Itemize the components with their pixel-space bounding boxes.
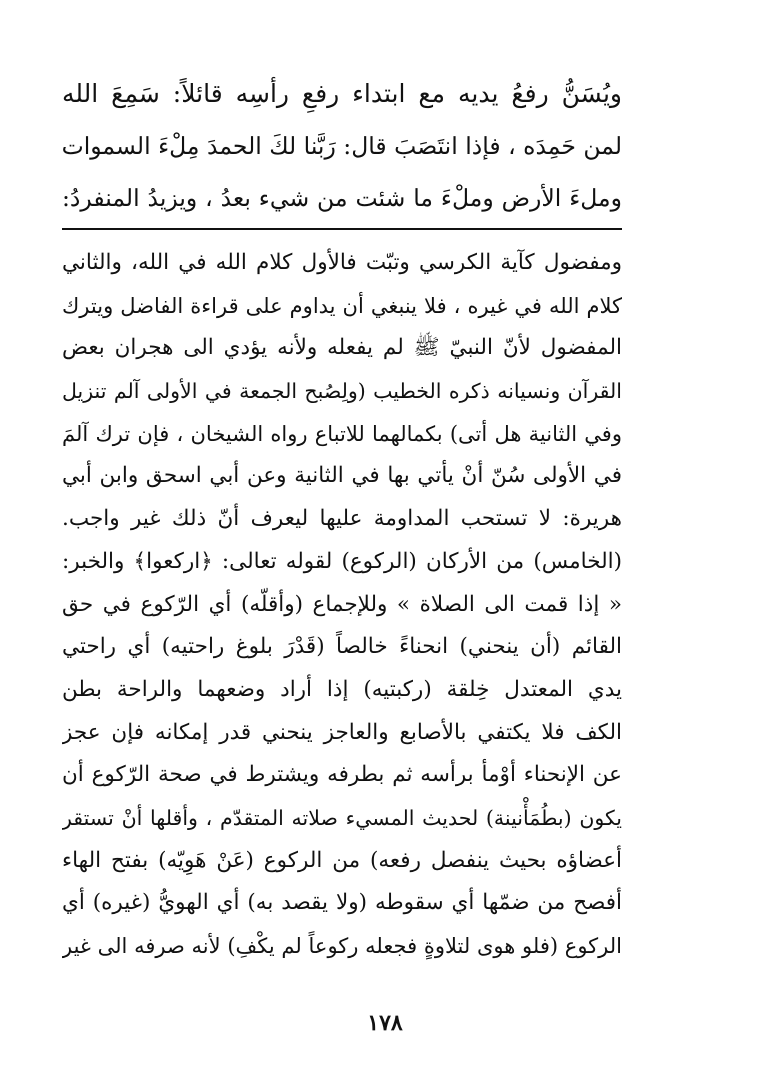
- separator-rule: [62, 228, 622, 230]
- commentary-line: وفي الثانية هل أتى) بكمالهما للاتباع رواه الشيخان ، فإن ترك آلمَ: [62, 421, 622, 446]
- main-text-line: وملءَ الأرض وملْءَ ما شئت من شيء بعدُ ، ويزيدُ المنفردُ:: [62, 184, 622, 212]
- commentary-line: هريرة: لا تستحب المداومة عليها ليعرف أنّ ذلك غير واجب.: [62, 506, 622, 532]
- commentary-line: (الخامس) من الأركان (الركوع) لقوله تعالى: ﴿اركعوا﴾ والخبر:: [62, 548, 622, 574]
- commentary-line: أفصح من ضمّها أي سقوطه (ولا يقصد به) أي الهويُّ (غيره) أي: [62, 890, 622, 916]
- commentary-line: « إذا قمت الى الصلاة » وللإجماع (وأقلّه) أي الرّكوع في حق: [62, 591, 622, 617]
- commentary-line: كلام الله في غيره ، فلا ينبغي أن يداوم على قراءة الفاضل ويترك: [62, 293, 622, 318]
- main-text-line: ويُسَنُّ رفعُ يديه مع ابتداء رفعِ رأسِه قائلاً: سَمِعَ الله: [62, 79, 622, 108]
- commentary-line: أعضاؤه بحيث ينفصل رفعه) من الركوع (عَنْ هَوِيّه) بفتح الهاء: [62, 847, 622, 873]
- main-text-line: لمن حَمِدَه ، فإذا انتَصَبَ قال: رَبَّنا لكَ الحمدَ مِلْءَ السموات: [62, 132, 622, 160]
- commentary-line: القائم (أن ينحني) انحناءً خالصاً (قَدْرَ بلوغ راحتيه) أي راحتي: [62, 634, 622, 660]
- commentary-line: في الأولى سُنّ أنْ يأتي بها في الثانية وعن أبي اسحق وابن أبي: [62, 463, 622, 489]
- page-number: ١٧٨: [367, 1010, 403, 1036]
- commentary-line: الركوع (فلو هوى لتلاوةٍ فجعله ركوعاً لم يكْفِ) لأنه صرفه الى غير: [62, 934, 622, 958]
- commentary-line: ومفضول كآية الكرسي وتبّت فالأول كلام الله في الله، والثاني: [62, 250, 622, 275]
- commentary-text: [62, 242, 622, 968]
- main-text: [62, 68, 622, 224]
- commentary-line: عن الإنحناء أوْمأ برأسه ثم بطرفه ويشترط في صحة الرّكوع أن: [62, 762, 622, 788]
- commentary-line: يدي المعتدل خِلقة (ركبتيه) إذا أراد وضعهما والراحة بطن: [62, 676, 622, 702]
- commentary-line: الكف فلا يكتفي بالأصابع والعاجز ينحني قدر إمكانه فإن عجز: [62, 719, 622, 745]
- commentary-line: يكون (بطُمَأْنينة) لحديث المسيء صلاته المتقدّم ، وأقلها أنْ تستقر: [62, 805, 622, 830]
- commentary-line: القرآن ونسيانه ذكره الخطيب (ولِصُبح الجمعة في الأولى آلم تنزيل: [62, 379, 622, 404]
- commentary-line: المفضول لأنّ النبيّ ﷺ لم يفعله ولأنه يؤدي الى هجران بعض: [62, 335, 622, 361]
